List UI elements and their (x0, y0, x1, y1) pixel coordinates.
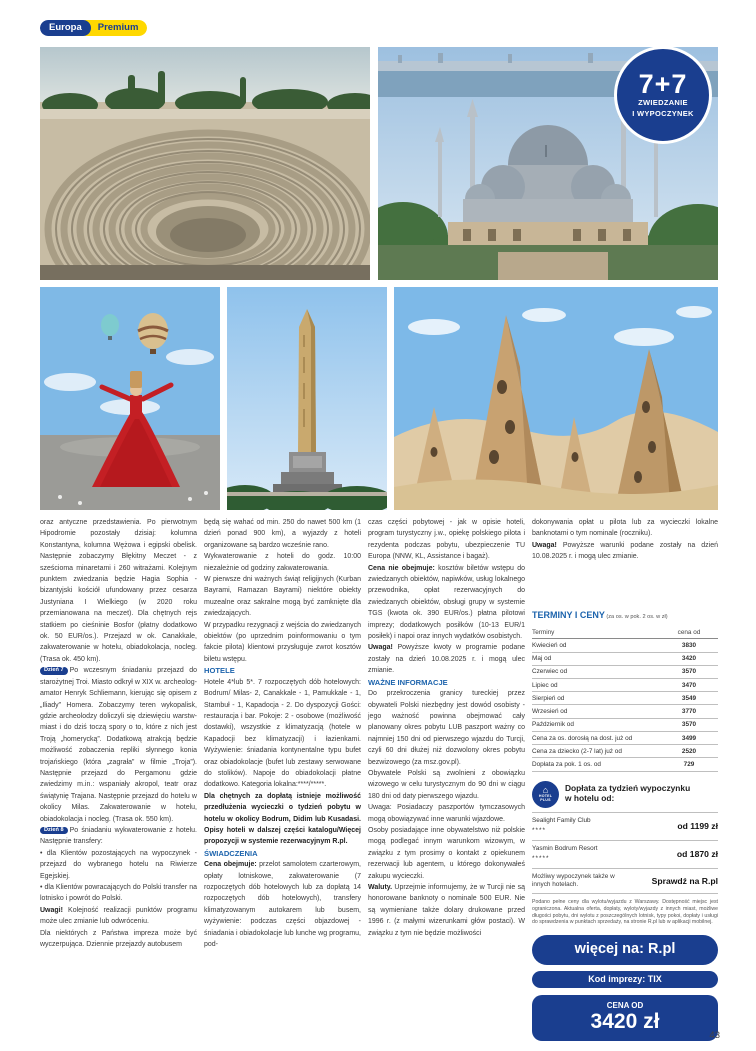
photo-cappadocia-rocks (394, 287, 718, 510)
sidebar-paragraph-1: dokonywania opłat u pilota lub za wycieczki lokalne banknotami o tym nominale (roczniku). (532, 519, 718, 538)
row-value: 3420 (660, 652, 718, 665)
row-label: Cena za dziecko (2-7 lat) już od (532, 745, 660, 758)
text-column-2 (204, 517, 361, 1041)
row-label: Dopłata za pok. 1 os. od (532, 758, 660, 771)
hotel-plus-icon (532, 781, 559, 808)
price-sidebar (532, 517, 718, 1041)
extension-bold: Dla chętnych za dopłatą istnieje możliwość przedłużenia wycieczki o tydzień pobytu w hotelu w okolicy Bodrum, Didim lub Kusadasi. Opisy hoteli w dalszej części katalogu/Więcej propozycji w systemie rezerwacyjnym R.pl. (204, 792, 361, 846)
row-label: Sierpień od (532, 692, 660, 705)
heading-wazne-informacje: WAŻNE INFORMACJE (368, 677, 448, 687)
price-table-title (532, 610, 718, 623)
hotel-info (532, 845, 598, 864)
table-row (532, 731, 718, 744)
row-value: 3570 (660, 718, 718, 731)
row-value: 3549 (660, 692, 718, 705)
hotel-plus-logo-text1: HOTEL (538, 794, 553, 799)
price-table-title-suffix: (za os. w pok. 2 os. w zł) (604, 613, 668, 620)
amphitheater-illustration (40, 47, 370, 280)
hotel-price: od 1199 zł (677, 820, 718, 831)
hotel-row (532, 841, 718, 869)
col3-paragraph-1: czas części pobytowej - jak w opisie hoteli, program turystyczny j.w., opiekę polskiego pilota i rezydenta podczas pobytu, ubezpieczenie TU Europa (NNW, KL, Assistance i bagaż). (368, 519, 525, 561)
row-value: 3499 (660, 731, 718, 744)
col1-bullet-1: • dla Klientów pozostających na wypoczynek - przejazd do wybranego hotelu na Riwierze Egejskiej. (40, 849, 197, 880)
row-label: Lipiec od (532, 678, 660, 691)
check-on-rpl-link[interactable]: Sprawdź na R.pl (651, 875, 718, 886)
cena-nie-obejmuje-lead: Cena nie obejmuje: (368, 564, 435, 572)
hotel-plus-logo-text2: PLUS (540, 798, 551, 803)
table-row (532, 745, 718, 758)
roundel-line2: ZWIEDZANIE (638, 98, 688, 108)
col3-currency (368, 882, 525, 939)
hotel-name: Yasmin Bodrum Resort (532, 845, 598, 853)
hotel-info (532, 817, 591, 836)
col3-uwaga-lead: Uwaga! (368, 644, 393, 652)
hotel-plus-title-line2: w hotelu od: (565, 793, 615, 804)
col3-paragraph-7: Osoby posiadające inne obywatelstwo niż polskie mogą podlegać innym warunkom wizowym, w związku z tym prosimy o kontakt z opiekunem rezerwacji lub agentem, u którego dokonywałeś zakupu wycieczki. (368, 826, 525, 880)
table-row (532, 652, 718, 665)
day7-text: Po wczesnym śniadaniu przejazd do starożytnej Troi. Miasto odkrył w XIX w. archeolog-amator Henryk Schliemann, kierując się opisem z „Iliady” Homera. Zobaczymy teren wykopalisk, gdzie archeolodzy doliczyli się dziewięciu warstw-miast i do dziś toczą spory o to, które z nich jest Troją „homerycką”. Dodatkową atrakcją będzie możliwość zobaczenia repliki słynnego konia trojańskiego (która „zagrała” w filmie „Troja”). Następnie przejazd do Pergamonu gdzie zwiedzimy m.in.: wspaniały akropol, teatr oraz świątynię Trajana. Następnie przejazd do hotelu w okolicy Milas. Zakwaterowanie w hotelu, obiadokolacja i nocleg. (Trasa ok. 550 km). (40, 667, 197, 823)
sidebar-uwaga (532, 540, 718, 563)
badge-europa: Europa (40, 20, 91, 36)
roundel-line3: I WYPOCZYNEK (632, 108, 694, 118)
photo-egyptian-obelisk (227, 287, 387, 510)
col1-paragraph-istanbul: oraz antyczne przedstawienia. Po pierwotnym Hipodromie pozostały dzisiaj: kolumna Konstantyna, kolumna Wężowa i egipski obelisk. Następnie zobaczymy Błękitny Meczet - z sześcioma minaretami i 260 witrażami. Kolejnym punktem zwiedzania będzie Hagia Sophia - bizantyjski kościół ufundowany przez cesarza Justyniana I Wielkiego (w 2020 roku przemianowana na meczet). Dla chętnych rejs statkiem po cieśninie Bosfor (płatny dodatkowo ok. 50 EUR/os.). Przejazd w ok. Canakkale, zakwaterowanie w hotelu, obiadokolacja, nocleg. (Trasa ok. 450 km). (40, 519, 197, 663)
badge-premium: Premium (85, 20, 148, 36)
col3-paragraph-6: Uwaga: Posiadaczy paszportów tymczasowych mogą obowiązywać inne warunki wjazdowe. (368, 804, 525, 823)
hotel-plus-section (532, 781, 718, 895)
row-value: 3470 (660, 678, 718, 691)
cappadocia-illustration (394, 287, 718, 510)
body-text-area (40, 517, 718, 1041)
waluty-rest: Uprzejmie informujemy, że w Turcji nie są honorowane banknoty o nominale 500 EUR. Nie są wymieniane także dolary drukowane przed 1996 r. (z małymi wizerunkami głów postaci). W związku z tym nie będzie możliwości (368, 884, 525, 937)
heading-swiadczenia: ŚWIADCZENIA (204, 848, 258, 858)
hotel-plus-title (565, 784, 690, 803)
text-column-1 (40, 517, 197, 1041)
price-table-header (532, 626, 718, 639)
col2-price-includes (204, 859, 361, 950)
day7-badge: Dzień 7 (40, 667, 68, 675)
row-label: Czerwiec od (532, 665, 660, 678)
table-row (532, 758, 718, 771)
hotel-price: od 1870 zł (676, 849, 718, 860)
row-value: 3570 (660, 665, 718, 678)
col3-price-excludes (368, 563, 525, 643)
row-label: Październik od (532, 718, 660, 731)
hotel-stars: ***** (532, 855, 550, 863)
hotel-plus-header (532, 781, 718, 813)
page-number: 43 (709, 1030, 720, 1041)
hotel-name: Sealight Family Club (532, 816, 591, 824)
photo-ancient-amphitheater (40, 47, 370, 280)
row-label: Cena za os. dorosłą na dost. już od (532, 731, 660, 744)
header-cena-od: cena od (660, 626, 718, 639)
table-row (532, 692, 718, 705)
cena-obejmuje-lead: Cena obejmuje: (204, 861, 257, 869)
row-value: 3770 (660, 705, 718, 718)
row-label: Wrzesień od (532, 705, 660, 718)
price-table (532, 626, 718, 772)
waluty-lead: Waluty. (368, 884, 393, 891)
heading-hotele: HOTELE (204, 666, 235, 676)
col2-paragraph-3: W pierwsze dni ważnych świąt religijnych (Kurban Bayrami, Ramazan Bayrami) niektóre obiekty muzealne oraz sakralne mogą być zamknięte dla zwiedzających. (204, 576, 361, 618)
hotel-plus-title-line1: Dopłata za tydzień wypoczynku (565, 783, 691, 794)
table-row (532, 639, 718, 652)
col3-uwaga (368, 642, 525, 676)
uwagi-rest: Kolejność realizacji punktów programu może ulec zmianie lub odwróceniu. (40, 906, 197, 926)
col2-paragraph-1: będą się wahać od min. 250 do nawet 500 km (1 dzień ponad 900 km), a wyjazdy z hoteli organizowane są bardzo wcześnie rano. (204, 519, 361, 549)
hotel-row (532, 813, 718, 841)
cena-nie-obejmuje-rest: kosztów biletów wstępu do zwiedzanych obiektów, napiwków, usług lokalnego przewodnika, opłat rezerwacyjnych do zwiedzanych obiektów, obsługi grupy w systemie TGS (kwota ok. 390 EUR/os.) płatna pilotowi imprezy; dodatkowych posiłków (10-13 EUR/1 posiłek) i napoi oraz innych wydatków osobistych. (368, 564, 525, 641)
more-on-rpl-button[interactable]: więcej na: R.pl (532, 935, 718, 965)
photo-whirling-dervish (40, 287, 220, 510)
col1-day7 (40, 665, 197, 825)
col3-uwaga-rest: Powyższe kwoty w programie podane zostały na dzień 10.08.2025 r. i mogą ulec zmianie. (368, 644, 525, 675)
row-value: 2520 (660, 745, 718, 758)
category-badges (40, 20, 147, 36)
sidebar-uwaga-rest: Powyższe warunki podane zostały na dzień 10.08.2025 r. i mogą ulec zmianie. (532, 541, 718, 561)
uwagi-lead: Uwagi! (40, 906, 63, 914)
row-label: Maj od (532, 652, 660, 665)
sidebar-uwaga-lead: Uwaga! (532, 541, 557, 549)
other-hotels-row (532, 869, 718, 894)
day8-text: Po śniadaniu wykwaterowanie z hotelu. Następnie transfery: (40, 826, 197, 846)
price-from-box (532, 995, 718, 1041)
price-table-title-text: TERMINY I CENY (532, 609, 605, 620)
day8-badge: Dzień 8 (40, 827, 68, 835)
roof-icon: ⌂ (542, 785, 549, 796)
table-row (532, 678, 718, 691)
other-hotels-note: Możliwy wypoczynek także w innych hotelach. (532, 873, 615, 889)
col2-hotels-text: Hotele 4*lub 5*. 7 rozpoczętych dób hotelowych: Bodrum/ Milas- 2, Canakkale - 1, Pamukkale - 1, Stambuł - 1, Kapadocja - 2. Do dyspozycji Gości: restauracja i bar. Pokoje: 2 - osobowe (możliwość dostawki), wszystkie z klimatyzacją (hotele w Kapadocji bez klimatyzacji) i łazienkami. Wyżywienie: śniadania kontynentalne typu bufet oraz obiadokolacje (bufet lub zestawy serwowane do stolików). Napoje do obiadokolacji płatne dodatkowo. Kategoria lokalna:****/*****. (204, 678, 361, 789)
hotel-stars: **** (532, 826, 546, 834)
terms-and-prices (532, 610, 718, 772)
col2-extension-offer (204, 791, 361, 848)
col1-day8 (40, 825, 197, 848)
obelisk-illustration (227, 287, 387, 510)
row-value: 3830 (660, 639, 718, 652)
tour-code-badge: Kod imprezy: TIX (532, 971, 718, 988)
text-column-3 (368, 517, 525, 1041)
row-value: 729 (660, 758, 718, 771)
table-row (532, 705, 718, 718)
col1-bullet-2: • dla Klientów powracających do Polski transfer na lotnisko i powrót do Polski. (40, 884, 197, 903)
cena-obejmuje-rest: przelot samolotem czarterowym, opłaty lotniskowe, zakwaterowanie (7 rozpoczętych dób hotelowych lub za dopłatą 14 rozpoczętych dób hotelowych), transfery klimatyzowanym autokarem lub busem, wyżywienie: podczas części objazdowej - śniadania i obiadokolacje lub lunche wg programu, pod- (204, 861, 361, 949)
roundel-7plus7: 7+7 (638, 69, 688, 100)
dervish-illustration (40, 287, 220, 510)
price-from-value: 3420 zł (590, 1010, 660, 1034)
price-from-label: CENA OD (606, 1001, 644, 1011)
col1-uwagi (40, 905, 197, 928)
col2-paragraph-4: W przypadku rezygnacji z wejścia do zwiedzanych obiektów (po uprzednim poinformowaniu o tym fakcie pilota) klientowi przysługuje zwrot kosztów biletu wstępu. (204, 621, 361, 663)
col2-paragraph-2: Wykwaterowanie z hoteli do godz. 10:00 niezależnie od godziny zakwaterowania. (204, 553, 361, 572)
col3-paragraph-4: Do przekroczenia granicy tureckiej przez obywateli Polski niezbędny jest dowód osobisty - jego ważność powinna obejmować cały planowany okres pobytu LUB paszport ważny co najmniej 150 dni od pierwszego wjazdu do Turcji, czyli 60 dni dłużej niż dozwolony okres pobytu bezwizowego (za msz.gov.pl). (368, 690, 525, 766)
fine-print: Podano pełne ceny dla wylotu/wyjazdu z Warszawy. Dostępność miejsc jest ograniczona. Aktualna oferta, dopłaty, wyloty/wyjazdy z innych miast, możliwe długości pobytu, dni wylotu z poszczególnych lotnisk, typy pokoi, dopłaty i usługi do sprawdzenia w punktach sprzedaży, na stronie R.pl lub w aplikacji mobilnej. (532, 899, 718, 926)
table-row (532, 665, 718, 678)
col1-paragraph-last: Dla niektórych z Państwa impreza może być wyczerpująca. Dziennie przejazdy autobusem (40, 929, 197, 949)
tour-type-roundel (614, 46, 712, 144)
table-row (532, 718, 718, 731)
row-label: Kwiecień od (532, 639, 660, 652)
header-terminy: Terminy (532, 626, 660, 639)
col3-paragraph-5: Obywatele Polski są zwolnieni z obowiązku wizowego w celu turystycznym do 90 dni w ciągu 180 dni od daty pierwszego wjazdu. (368, 769, 525, 800)
